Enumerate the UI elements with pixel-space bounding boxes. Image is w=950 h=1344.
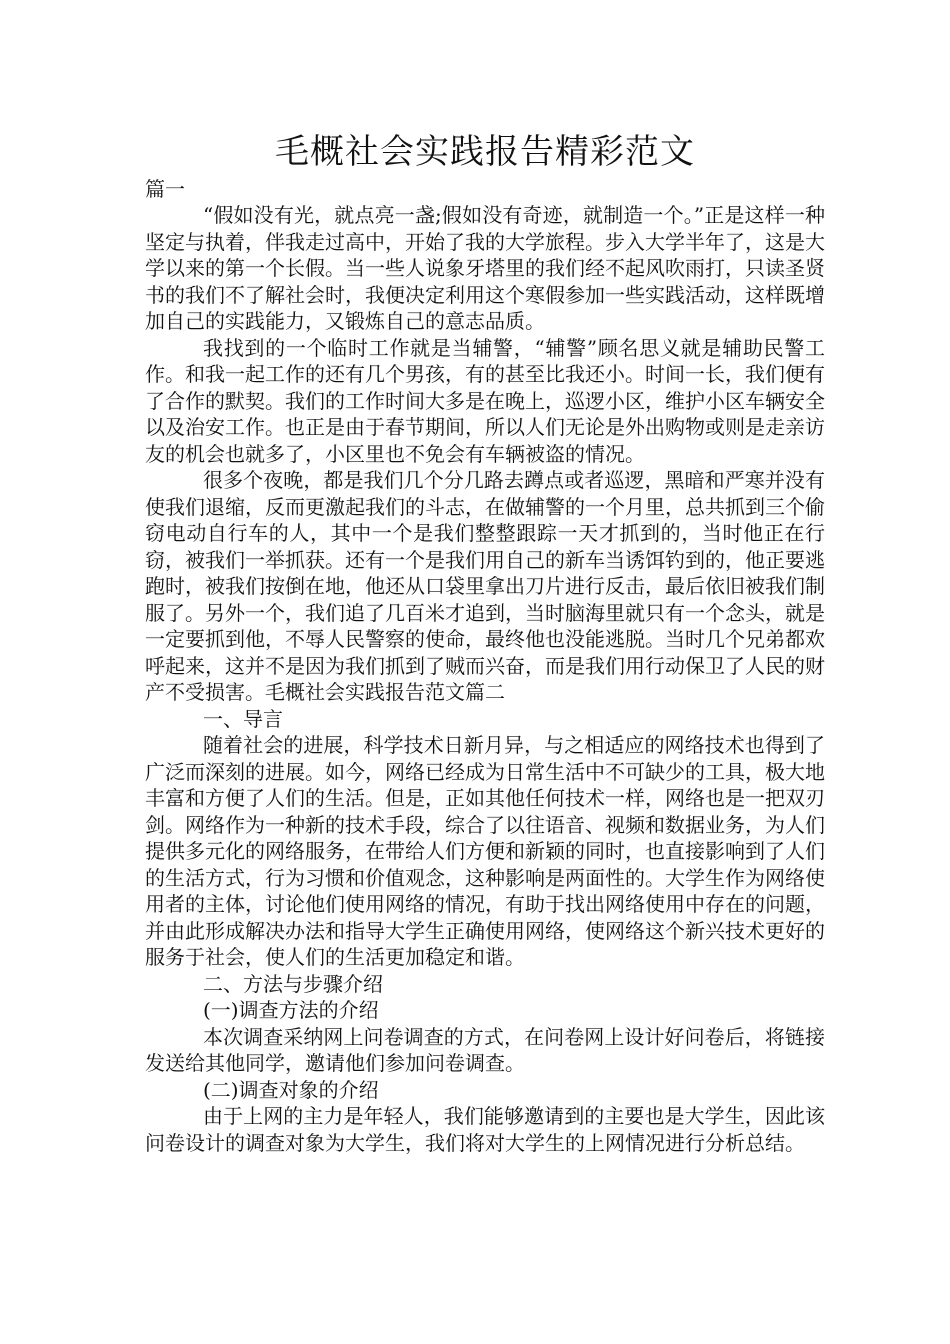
paragraph: 随着社会的进展，科学技术日新月异，与之相适应的网络技术也得到了广泛而深刻的进展。如今，网络已经成为日常生活中不可缺少的工具，极大地丰富和方便了人们的生活。但是，正如其他任何技术一样，网络也是一把双刃剑。网络作为一种新的技术手段，综合了以往语音、视频和数据业务，为人们提供多元化的网络服务，在带给人们方便和新颖的同时，也直接影响到了人们的生活方式，行为习惯和价值观念，这种影响是两面性的。大学生作为网络使用者的主体，讨论他们使用网络的情况，有助于找出网络使用中存在的问题，并由此形成解决办法和指导大学生正确使用网络，使网络这个新兴技术更好的服务于社会，使人们的生活更加稳定和谐。 — [145, 733, 825, 969]
section-heading: 二、方法与步骤介绍 — [203, 971, 383, 996]
paragraph: “假如没有光，就点亮一盏;假如没有奇迹，就制造一个。”正是这样一种坚定与执着，伴我走过高中，开始了我的大学旅程。步入大学半年了，这是大学以来的第一个长假。当一些人说象牙塔里的我们经不起风吹雨打，只读圣贤书的我们不了解社会时，我便决定利用这个寒假参加一些实践活动，这样既增加自己的实践能力，又锻炼自己的意志品质。 — [145, 203, 825, 333]
section-label: 篇一 — [145, 177, 185, 201]
section-heading: 一、导言 — [203, 706, 283, 731]
subsection-heading: (一)调查方法的介绍 — [203, 998, 379, 1022]
paragraph: 由于上网的主力是年轻人，我们能够邀请到的主要也是大学生，因此该问卷设计的调查对象为大学生，我们将对大学生的上网情况进行分析总结。 — [145, 1104, 825, 1155]
paragraph: 很多个夜晚，都是我们几个分几路去蹲点或者巡逻，黑暗和严寒并没有使我们退缩，反而更激起我们的斗志，在做辅警的一个月里，总共抓到三个偷窃电动自行车的人，其中一个是我们整整跟踪一天才抓到的，当时他正在行窃，被我们一举抓获。还有一个是我们用自己的新车当诱饵钓到的，他正要逃跑时，被我们按倒在地，他还从口袋里拿出刀片进行反击，最后依旧被我们制服了。另外一个，我们追了几百米才追到，当时脑海里就只有一个念头，就是一定要抓到他，不辱人民警察的使命，最终他也没能逃脱。当时几个兄弟都欢呼起来，这并不是因为我们抓到了贼而兴奋，而是我们用行动保卫了人民的财产不受损害。毛概社会实践报告范文篇二 — [145, 468, 825, 704]
document-title: 毛概社会实践报告精彩范文 — [275, 132, 695, 172]
paragraph: 我找到的一个临时工作就是当辅警，“辅警”顾名思义就是辅助民警工作。和我一起工作的还有几个男孩，有的甚至比我还小。时间一长，我们便有了合作的默契。我们的工作时间大多是在晚上，巡逻小区，维护小区车辆安全以及治安工作。也正是由于春节期间，所以人们无论是外出购物或则是走亲访友的机会也就多了，小区里也不免会有车辆被盗的情况。 — [145, 335, 825, 466]
paragraph: 本次调查采纳网上问卷调查的方式，在问卷网上设计好问卷后，将链接发送给其他同学，邀请他们参加问卷调查。 — [145, 1024, 825, 1075]
document-page — [145, 128, 825, 1156]
subsection-heading: (二)调查对象的介绍 — [203, 1077, 379, 1102]
